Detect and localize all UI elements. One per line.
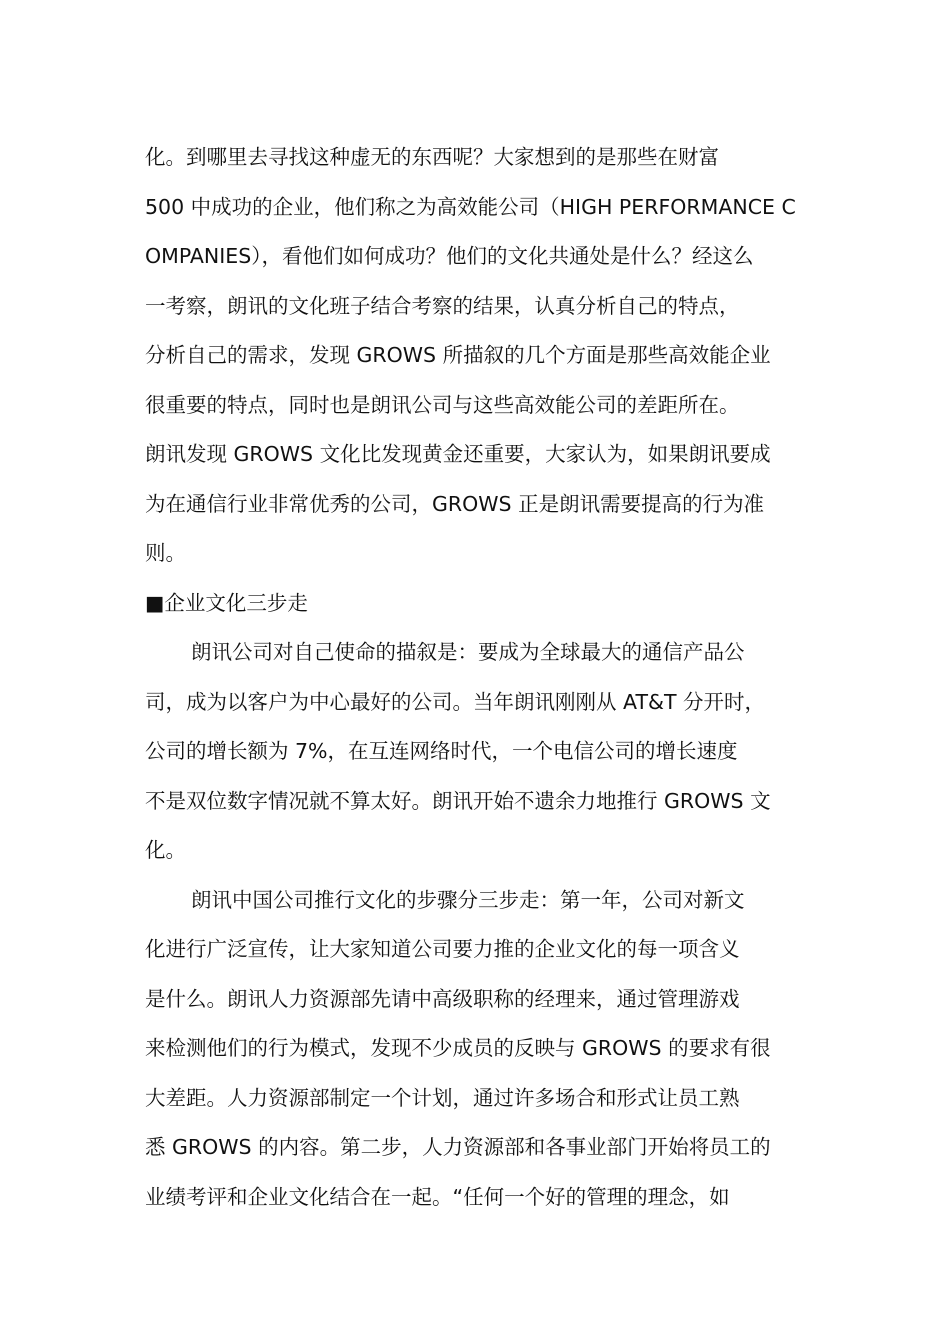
text-line: 朗讯中国公司推行文化的步骤分三步走：第一年，公司对新文: [191, 887, 745, 912]
text-line: 朗讯发现 GROWS 文化比发现黄金还重要，大家认为，如果朗讯要成: [145, 442, 771, 466]
text-line: OMPANIES），看他们如何成功？他们的文化共通处是什么？经这么: [145, 244, 754, 268]
text-line: 业绩考评和企业文化结合在一起。“任何一个好的管理的理念，如: [145, 1184, 730, 1209]
text-line: 化。: [145, 838, 186, 862]
text-line: 则。: [145, 541, 186, 565]
body-text: [145, 133, 810, 1222]
text-line: 司，成为以客户为中心最好的公司。当年朗讯刚刚从 AT&T 分开时，: [145, 689, 765, 714]
text-line: 化进行广泛宣传，让大家知道公司要力推的企业文化的每一项含义: [145, 937, 740, 961]
text-line: 来检测他们的行为模式，发现不少成员的反映与 GROWS 的要求有很: [145, 1036, 771, 1060]
text-line: 一考察，朗讯的文化班子结合考察的结果，认真分析自己的特点，: [145, 293, 740, 318]
text-line: 公司的增长额为 7%，在互连网络时代，一个电信公司的增长速度: [145, 739, 738, 763]
text-line: 为在通信行业非常优秀的公司，GROWS 正是朗讯需要提高的行为准: [145, 491, 765, 516]
text-line: 很重要的特点，同时也是朗讯公司与这些高效能公司的差距所在。: [145, 392, 740, 417]
text-line: 不是双位数字情况就不算太好。朗讯开始不遗余力地推行 GROWS 文: [145, 788, 771, 813]
text-line: 悉 GROWS 的内容。第二步，人力资源部和各事业部门开始将员工的: [145, 1135, 771, 1159]
text-line: 大差距。人力资源部制定一个计划，通过许多场合和形式让员工熟: [145, 1085, 740, 1110]
text-line: 是什么。朗讯人力资源部先请中高级职称的经理来，通过管理游戏: [145, 986, 740, 1011]
text-line: 化。到哪里去寻找这种虚无的东西呢？大家想到的是那些在财富: [145, 145, 719, 169]
text-line: 朗讯公司对自己使命的描叙是：要成为全球最大的通信产品公: [191, 640, 745, 664]
text-line: 分析自己的需求，发现 GROWS 所描叙的几个方面是那些高效能企业: [145, 343, 771, 367]
text-line: 500 中成功的企业，他们称之为高效能公司（HIGH PERFORMANCE C: [145, 194, 796, 219]
text-line: ■企业文化三步走: [145, 590, 308, 615]
